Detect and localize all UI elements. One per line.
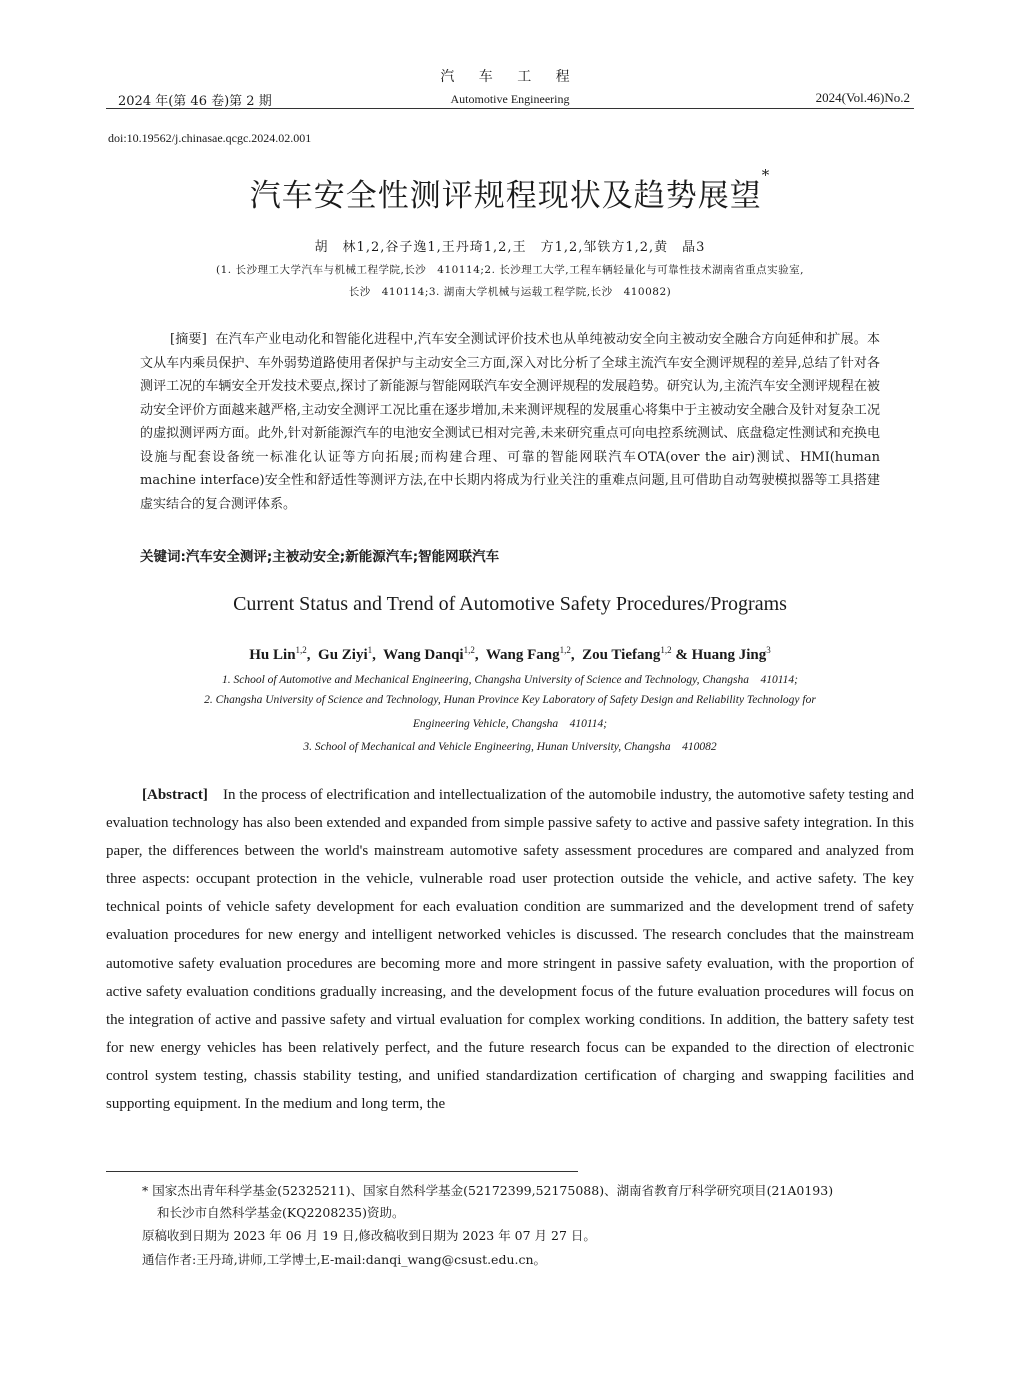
issue-info-en: 2024(Vol.46)No.2 [815, 90, 910, 105]
title-text: 汽车安全性测评规程现状及趋势展望 [249, 178, 762, 214]
authors-en [0, 645, 1020, 664]
affiliation-cn-line: (1. 长沙理工大学汽车与机械工程学院,长沙 410114;2. 长沙理工大学,工程车辆轻量化与可靠性技术湖南省重点实验室, [216, 264, 804, 276]
abstract-cn-label: [摘要] [170, 332, 207, 347]
keywords-cn-label: 关键词: [140, 549, 186, 565]
author-en: Zou Tiefang$^{1,2}$ & [582, 645, 692, 663]
title-footnote-mark: * [761, 166, 771, 184]
footnote-funding-cont: 和长沙市自然科学基金(KQ2208235)资助。 [157, 1205, 405, 1220]
affiliation-en-line: Engineering Vehicle, Changsha 410114; [412, 718, 608, 730]
doi[interactable]: doi:10.19562/j.chinasae.qcgc.2024.02.001 [108, 131, 312, 145]
author-en: Wang Fang$^{1,2}$, [485, 645, 583, 663]
author-en: Hu Lin$^{1,2}$, [249, 645, 319, 663]
issue-info-cn: 2024 年(第 46 卷)第 2 期 [118, 94, 272, 109]
author-en: Huang Jing$^3$ [691, 645, 771, 663]
footnote-received-date: 原稿收到日期为 2023 年 06 月 19 日,修改稿收到日期为 2023 年 07 月 27 日。 [142, 1228, 596, 1243]
keywords-cn [140, 545, 499, 565]
affiliation-en-line: 1. School of Automotive and Mechanical Engineering, Changsha University of Science and Technology, Changsha 410114; [222, 674, 798, 686]
affiliation-cn-line: 长沙 410114;3. 湖南大学机械与运载工程学院,长沙 410082) [348, 286, 672, 298]
journal-name-cn: 汽 车 工 程 [440, 69, 580, 85]
abstract-en-label: [Abstract] [142, 787, 208, 803]
author-en: Gu Ziyi$^1$, [318, 645, 384, 663]
abstract-en [106, 781, 914, 1118]
paper-title-cn [0, 166, 1020, 215]
header-rule [106, 108, 914, 109]
footnote-corresponding-author: 通信作者:王丹琦,讲师,工学博士,E-mail:danqi_wang@csust.edu.cn。 [142, 1252, 547, 1267]
abstract-cn-text: 在汽车产业电动化和智能化进程中,汽车安全测试评价技术也从单纯被动安全向主被动安全融合方向延伸和扩展。本文从车内乘员保护、车外弱势道路使用者保护与主动安全三方面,深入对比分析了全球主流汽车安全测评规程的差异,总结了针对各测评工况的车辆安全开发技术要点,探讨了新能源与智能网联汽车安全测评规程的发展趋势。研究认为,主流汽车安全测评规程在被动安全评价方面越来越严格,主动安全测评工况比重在逐步增加,未来测评规程的发展重心将集中于主被动安全融合及针对复杂工况的虚拟测评两方面。此外,针对新能源汽车的电池安全测试已相对完善,未来研究重点可向电控系统测试、底盘稳定性测试和充换电设施与配套设备统一标准化认证等方向拓展;而构建合理、可靠的智能网联汽车OTA(over the air)测试、HMI(human machine interface)安全性和舒适性等测评方法,在中长期内将成为行业关注的重难点问题,且可借助自动驾驶模拟器等工具搭建虚实结合的复合测评体系。 [140, 332, 880, 512]
author-en: Wang Danqi$^{1,2}$, [383, 645, 486, 663]
paper-title-en: Current Status and Trend of Automotive Safety Procedures/Programs [233, 593, 787, 615]
footnote-funding: * 国家杰出青年科学基金(52325211)、国家自然科学基金(52172399,52175088)、湖南省教育厅科学研究项目(21A0193) [142, 1183, 834, 1198]
abstract-cn [140, 328, 880, 516]
footnote-rule [106, 1171, 578, 1172]
authors-cn: 胡 林1,2,谷子逸1,王丹琦1,2,王 方1,2,邹铁方1,2,黄 晶3 [314, 240, 706, 255]
journal-name-en: Automotive Engineering [450, 92, 570, 106]
affiliation-en-line: 3. School of Mechanical and Vehicle Engineering, Hunan University, Changsha 410082 [303, 741, 717, 753]
abstract-en-text: In the process of electrification and intellectualization of the automobile industry, the automotive safety testing and evaluation technology has also been extended and expanded from simple passive safety to active and passive safety integration. In this paper, the differences between the world's mainstream automotive safety assessment procedures are compared and analyzed from three aspects: occupant protection in the vehicle, vulnerable road user protection outside the vehicle, and active safety. The key technical points of vehicle safety development for each evaluation condition are summarized and the development trend of safety evaluation procedures for new energy and intelligent networked vehicles is discussed. The research concludes that the mainstream automotive safety evaluation procedures are becoming more and more stringent in passive safety evaluation, with the proportion of active safety evaluation conditions gradually increasing, and the development focus of the future evaluation procedures will focus on the integration of active and passive safety and virtual evaluation for complex working conditions. In addition, the battery safety test for new energy vehicles has been relatively perfect, and the future research focus can be expanded to the direction of electronic control system testing, chassis stability testing, and unified standardization certification of charging and swapping facilities and supporting equipment. In the medium and long term, the [106, 787, 914, 1113]
keywords-cn-text: 汽车安全测评;主被动安全;新能源汽车;智能网联汽车 [185, 549, 500, 565]
affiliation-en-line: 2. Changsha University of Science and Technology, Hunan Province Key Laboratory of Safety Design and Reliability Technology for [204, 694, 816, 706]
